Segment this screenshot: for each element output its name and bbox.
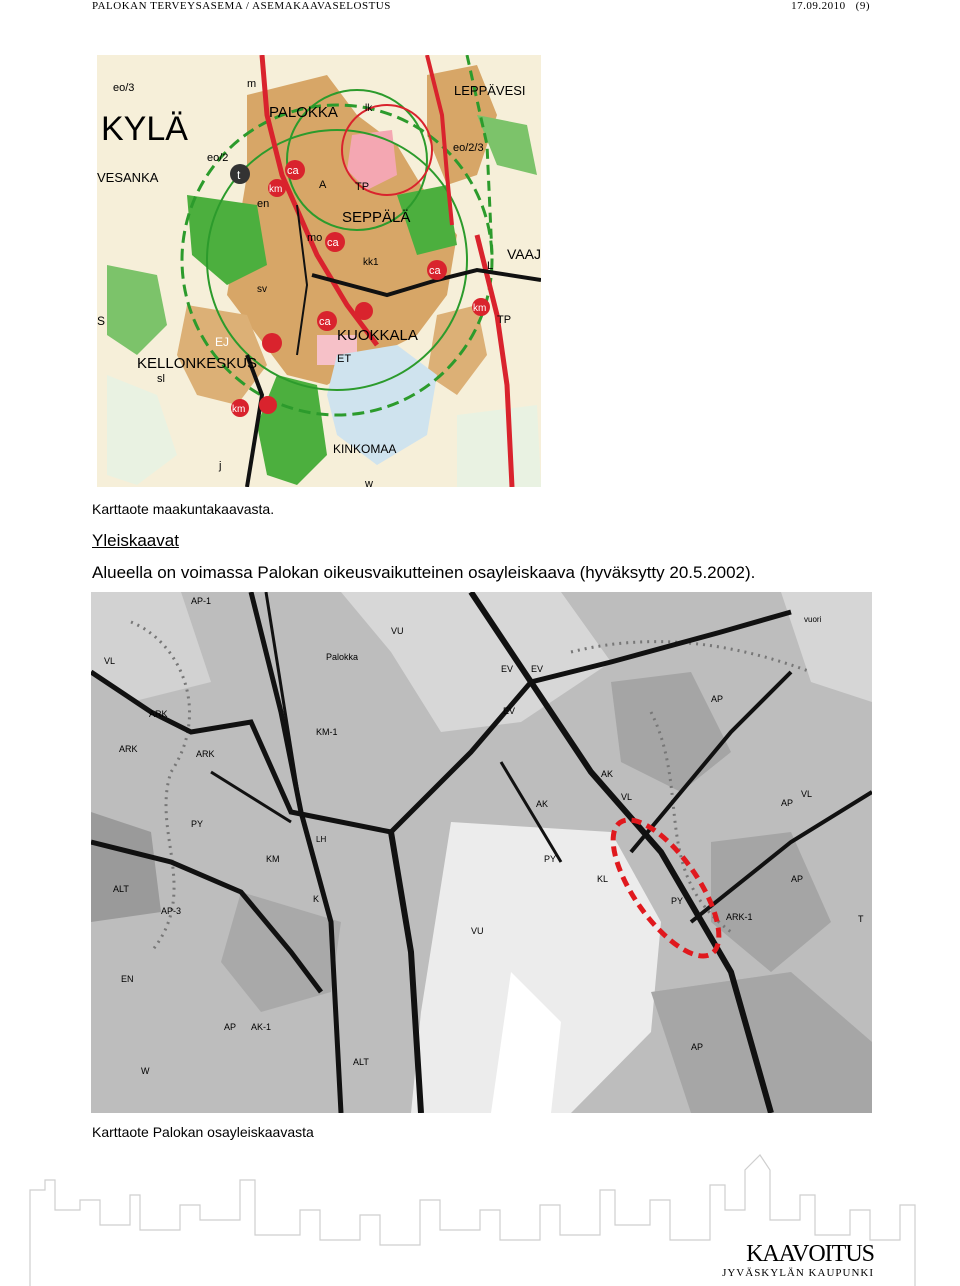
label-ap3: AP-3 [161, 906, 182, 916]
label-a: A [319, 179, 327, 191]
label-en: en [257, 198, 270, 210]
label-ap1: AP-1 [191, 596, 212, 606]
label-alt-2: ALT [353, 1057, 369, 1067]
label-eo2: eo/2 [207, 152, 229, 164]
brand-name: KAAVOITUS [746, 1241, 874, 1267]
label-vaaja: VAAJ [507, 246, 541, 262]
section-paragraph: Alueella on voimassa Palokan oikeusvaikutteinen osayleiskaava (hyväksytty 20.5.2002). [92, 563, 756, 582]
label-sl: sl [157, 373, 165, 385]
label-ca-4: ca [319, 316, 331, 328]
regional-plan-map-graphic [97, 55, 541, 487]
label-s: S [97, 314, 106, 328]
label-en: EN [121, 974, 134, 984]
label-kyla: KYLÄ [101, 110, 188, 148]
label-km-1: km [269, 184, 283, 195]
label-vu-1: VU [391, 626, 404, 636]
label-tp-2: TP [497, 314, 512, 326]
label-t: t [237, 168, 241, 182]
label-vl-3: VL [621, 792, 633, 802]
label-vl-2: VL [801, 789, 813, 799]
label-palokka: PALOKKA [269, 104, 338, 121]
brand-city: JYVÄSKYLÄN KAUPUNKI [722, 1267, 874, 1279]
label-eo23: eo/2/3 [453, 142, 484, 154]
label-vuori: vuori [804, 615, 822, 624]
label-km1: KM-1 [316, 727, 338, 737]
label-ak-2: AK [536, 799, 549, 809]
label-vesanka: VESANKA [97, 170, 159, 185]
label-et: ET [337, 353, 352, 365]
section-title: Yleiskaavat [92, 531, 179, 550]
label-km-2: km [232, 404, 246, 415]
header-date: 17.09.2010 [791, 0, 846, 12]
label-alt: ALT [113, 884, 129, 894]
label-ap-1: AP [224, 1022, 237, 1032]
label-vl-1: VL [104, 656, 116, 666]
label-ark1: ARK-1 [726, 912, 753, 922]
label-w: w [365, 478, 373, 487]
label-k: K [313, 894, 320, 904]
label-kl: KL [597, 874, 609, 884]
label-ap-3: AP [781, 798, 794, 808]
label-km-3: km [473, 303, 487, 314]
label-ap-2: AP [711, 694, 724, 704]
label-sv: sv [257, 284, 267, 295]
label-ej: EJ [215, 335, 230, 349]
label-eo3: eo/3 [113, 82, 135, 94]
label-mo: mo [307, 232, 323, 244]
label-ark-1: ARK [149, 709, 168, 719]
label-ark-2: ARK [119, 744, 138, 754]
label-leppavesi: LEPPÄVESI [454, 83, 526, 98]
page-number: (9) [855, 0, 870, 12]
label-seppala: SEPPÄLÄ [342, 209, 411, 226]
label-j: j [219, 460, 222, 472]
label-kinkomaa: KINKOMAA [333, 442, 397, 456]
header-title: PALOKAN TERVEYSASEMA / ASEMAKAAVASELOSTUS [92, 0, 391, 12]
label-ev-2: EV [531, 664, 544, 674]
label-ev-3: EV [503, 706, 516, 716]
caption-regional-plan: Karttaote maakuntakaavasta. [92, 501, 275, 517]
label-w: W [141, 1066, 150, 1076]
label-ak: AK [601, 769, 614, 779]
label-py-1: PY [191, 819, 204, 829]
master-plan-map-graphic [91, 592, 872, 1113]
regional-plan-map [97, 55, 541, 487]
label-ap-5: AP [691, 1042, 704, 1052]
label-ark-3: ARK [196, 749, 215, 759]
label-kellonkeskus: KELLONKESKUS [137, 355, 258, 372]
label-ca-3: ca [429, 265, 441, 277]
header-date-page [791, 0, 870, 12]
caption-master-plan: Karttaote Palokan osayleiskaavasta [92, 1124, 314, 1140]
label-py-3: PY [671, 896, 684, 906]
label-tp: TP [355, 181, 370, 193]
label-kuokkala: KUOKKALA [337, 327, 418, 344]
label-kk1: kk1 [363, 257, 379, 268]
label-km: KM [266, 854, 280, 864]
label-lk: lk [365, 103, 373, 114]
label-palokka: Palokka [326, 652, 359, 662]
label-t: T [858, 914, 864, 924]
label-ap-4: AP [791, 874, 804, 884]
label-m: m [247, 78, 257, 90]
label-ev-1: EV [501, 664, 514, 674]
label-lh: LH [316, 835, 327, 844]
label-py-2: PY [544, 854, 557, 864]
label-vu-2: VU [471, 926, 484, 936]
label-l: L [487, 260, 494, 272]
brand [722, 1242, 874, 1280]
label-ca-2: ca [327, 237, 339, 249]
label-ca-1: ca [287, 165, 299, 177]
master-plan-map [91, 592, 872, 1113]
label-ak1: AK-1 [251, 1022, 272, 1032]
